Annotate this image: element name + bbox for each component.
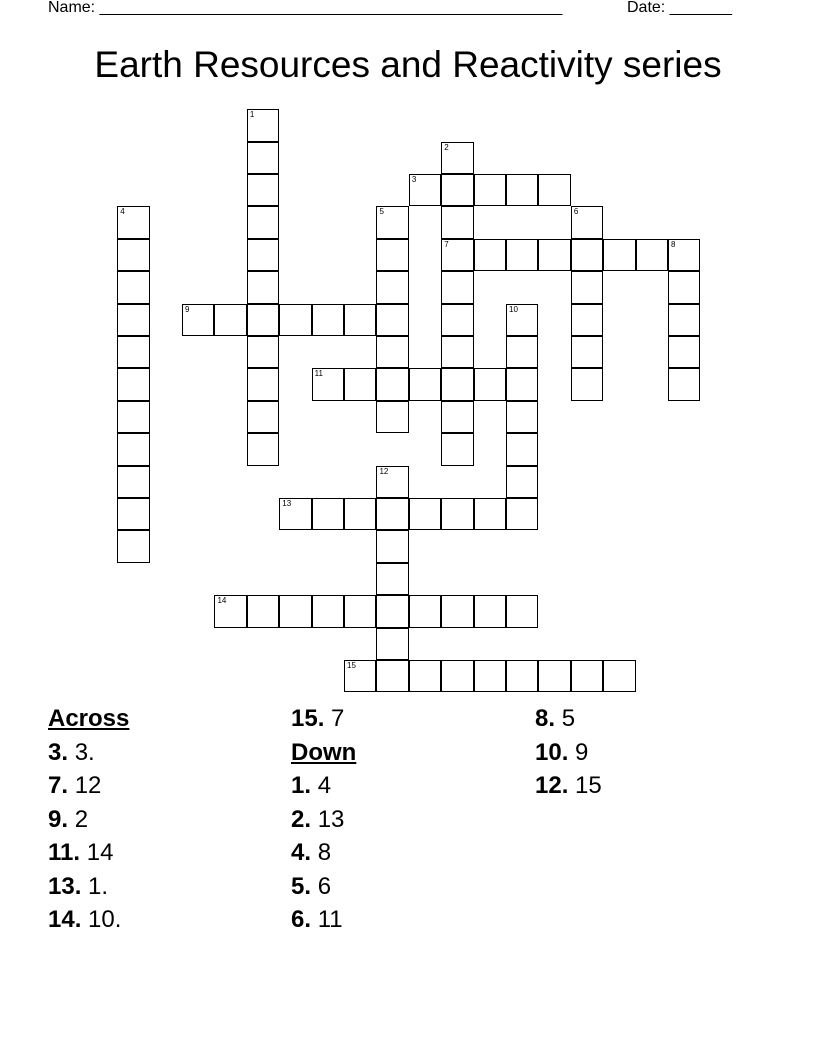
clue-text: 2 [74,805,89,833]
grid-cell[interactable] [571,271,603,303]
clues-column-2 [291,702,356,937]
across-clue [291,702,356,736]
grid-cell[interactable] [571,304,603,336]
grid-cell[interactable] [376,563,408,595]
down-clue [291,803,356,837]
grid-cell[interactable] [247,142,279,174]
grid-cell[interactable] [376,304,408,336]
grid-cell[interactable] [344,498,376,530]
grid-cell[interactable] [506,498,538,530]
clues-column-3 [535,702,602,803]
across-clue [48,736,129,770]
grid-cell[interactable] [312,498,344,530]
down-clue [291,836,356,870]
down-clue [535,736,602,770]
grid-cell[interactable] [538,239,570,271]
down-clue [291,870,356,904]
cell-number: 3 [411,175,417,185]
clue-number: 9. [48,805,69,833]
grid-cell[interactable] [409,498,441,530]
across-clue [48,836,129,870]
grid-cell[interactable] [117,401,149,433]
grid-cell[interactable] [538,660,570,692]
grid-cell[interactable] [344,595,376,627]
down-clue [535,702,602,736]
cell-number: 13 [282,499,292,509]
clue-number: 2. [291,805,312,833]
grid-cell[interactable] [117,336,149,368]
clue-number: 10. [535,738,569,766]
down-clue [291,769,356,803]
grid-cell[interactable] [506,368,538,400]
grid-cell[interactable] [506,401,538,433]
grid-cell[interactable] [376,595,408,627]
grid-cell[interactable] [117,466,149,498]
clue-text: 7 [331,705,345,732]
clues-column-1 [48,702,129,937]
grid-cell[interactable] [247,206,279,238]
across-clue [48,903,129,937]
grid-cell[interactable] [538,174,570,206]
clue-number: 13. [48,872,82,900]
across-heading: Across [48,705,130,732]
grid-cell[interactable] [441,142,473,174]
grid-cell[interactable] [571,368,603,400]
down-clue [291,903,356,937]
grid-cell[interactable] [376,239,408,271]
down-clue [535,769,602,803]
clue-text: 9 [575,738,589,766]
grid-cell[interactable] [117,498,149,530]
cell-number: 2 [444,142,449,152]
cell-number: 7 [444,239,449,249]
grid-cell[interactable] [571,336,603,368]
grid-cell[interactable] [247,271,279,303]
grid-cell[interactable] [506,466,538,498]
across-clue [48,803,129,837]
cell-number: 9 [185,304,190,314]
grid-cell[interactable] [636,239,668,271]
cell-number: 15 [347,661,356,671]
cell-number: 1 [249,110,255,120]
clue-text: 14 [86,839,114,866]
grid-cell[interactable] [668,368,700,400]
grid-cell[interactable] [247,433,279,465]
grid-cell[interactable] [247,336,279,368]
grid-cell[interactable] [506,336,538,368]
grid-cell[interactable] [214,595,246,627]
grid-cell[interactable] [441,271,473,303]
clue-text: 13 [317,805,345,833]
grid-cell[interactable] [506,174,538,206]
grid-cell[interactable] [376,530,408,562]
grid-cell[interactable] [441,660,473,692]
grid-cell[interactable] [312,368,344,400]
name-field[interactable]: Name: ____________________________________________________ [48,0,563,16]
cell-number: 10 [509,304,518,314]
grid-cell[interactable] [117,530,149,562]
clue-number: 4. [291,839,312,866]
grid-cell[interactable] [376,271,408,303]
clue-number: 12. [535,772,569,799]
grid-cell[interactable] [571,239,603,271]
grid-cell[interactable] [344,660,376,692]
grid-cell[interactable] [279,498,311,530]
grid-cell[interactable] [474,368,506,400]
grid-cell[interactable] [117,206,149,238]
clue-text: 10. [88,906,122,933]
cell-number: 8 [671,239,676,249]
clue-number: 11. [48,839,81,866]
grid-cell[interactable] [376,336,408,368]
grid-cell[interactable] [571,206,603,238]
grid-cell[interactable] [409,595,441,627]
cell-number: 14 [217,596,227,606]
grid-cell[interactable] [441,336,473,368]
grid-cell[interactable] [279,304,311,336]
grid-cell[interactable] [506,433,538,465]
grid-cell[interactable] [312,304,344,336]
grid-cell[interactable] [117,433,149,465]
grid-cell[interactable] [603,239,635,271]
grid-cell[interactable] [441,595,473,627]
grid-cell[interactable] [474,498,506,530]
grid-cell[interactable] [214,304,246,336]
grid-cell[interactable] [441,368,473,400]
grid-cell[interactable] [247,595,279,627]
grid-cell[interactable] [344,368,376,400]
grid-cell[interactable] [441,401,473,433]
grid-cell[interactable] [441,239,473,271]
grid-cell[interactable] [506,304,538,336]
grid-cell[interactable] [376,660,408,692]
clue-text: 5 [561,705,576,732]
grid-cell[interactable] [668,304,700,336]
clue-number: 8. [535,705,556,732]
grid-cell[interactable] [376,206,408,238]
grid-cell[interactable] [247,109,279,141]
grid-cell[interactable] [247,239,279,271]
grid-cell[interactable] [409,368,441,400]
grid-cell[interactable] [344,304,376,336]
grid-cell[interactable] [441,498,473,530]
grid-cell[interactable] [603,660,635,692]
grid-cell[interactable] [312,595,344,627]
clue-text: 11 [317,906,343,933]
cell-number: 12 [379,466,389,476]
grid-cell[interactable] [279,595,311,627]
grid-cell[interactable] [474,174,506,206]
clue-number: 3. [48,738,69,766]
grid-cell[interactable] [376,401,408,433]
grid-cell[interactable] [506,239,538,271]
grid-cell[interactable] [506,660,538,692]
down-heading: Down [291,738,357,766]
grid-cell[interactable] [117,271,149,303]
clue-number: 6. [291,906,312,933]
grid-cell[interactable] [247,174,279,206]
grid-cell[interactable] [117,239,149,271]
page-title: Earth Resources and Reactivity series [94,44,722,85]
grid-cell[interactable] [668,271,700,303]
cell-number: 5 [379,207,384,217]
grid-cell[interactable] [376,466,408,498]
clue-text: 4 [317,772,332,799]
clue-text: 15 [575,772,602,799]
grid-cell[interactable] [668,239,700,271]
grid-cell[interactable] [441,174,473,206]
grid-cell[interactable] [247,304,279,336]
grid-cell[interactable] [247,401,279,433]
clue-text: 1. [88,872,109,900]
clue-number: 1. [291,772,312,799]
grid-cell[interactable] [668,336,700,368]
clue-text: 6 [317,872,332,900]
grid-cell[interactable] [474,595,506,627]
across-clue [48,769,129,803]
grid-cell[interactable] [441,304,473,336]
grid-cell[interactable] [182,304,214,336]
grid-cell[interactable] [247,368,279,400]
grid-cell[interactable] [474,660,506,692]
across-clue [48,870,129,904]
date-field[interactable]: Date: _______ [627,0,732,16]
grid-cell[interactable] [441,433,473,465]
grid-cell[interactable] [117,304,149,336]
grid-cell[interactable] [571,660,603,692]
grid-cell[interactable] [409,174,441,206]
grid-cell[interactable] [376,628,408,660]
cell-number: 11 [314,369,323,379]
clue-number: 7. [48,772,69,799]
clue-text: 3. [74,738,95,766]
grid-cell[interactable] [474,239,506,271]
clue-text: 12 [74,772,102,799]
grid-cell[interactable] [409,660,441,692]
cell-number: 4 [120,207,125,217]
clue-text: 8 [317,839,332,866]
grid-cell[interactable] [376,498,408,530]
clue-number: 5. [291,872,312,900]
cell-number: 6 [573,207,579,217]
grid-cell[interactable] [376,368,408,400]
grid-cell[interactable] [441,206,473,238]
clue-number: 14. [48,906,82,933]
grid-cell[interactable] [117,368,149,400]
grid-cell[interactable] [506,595,538,627]
clue-number: 15. [291,705,325,732]
